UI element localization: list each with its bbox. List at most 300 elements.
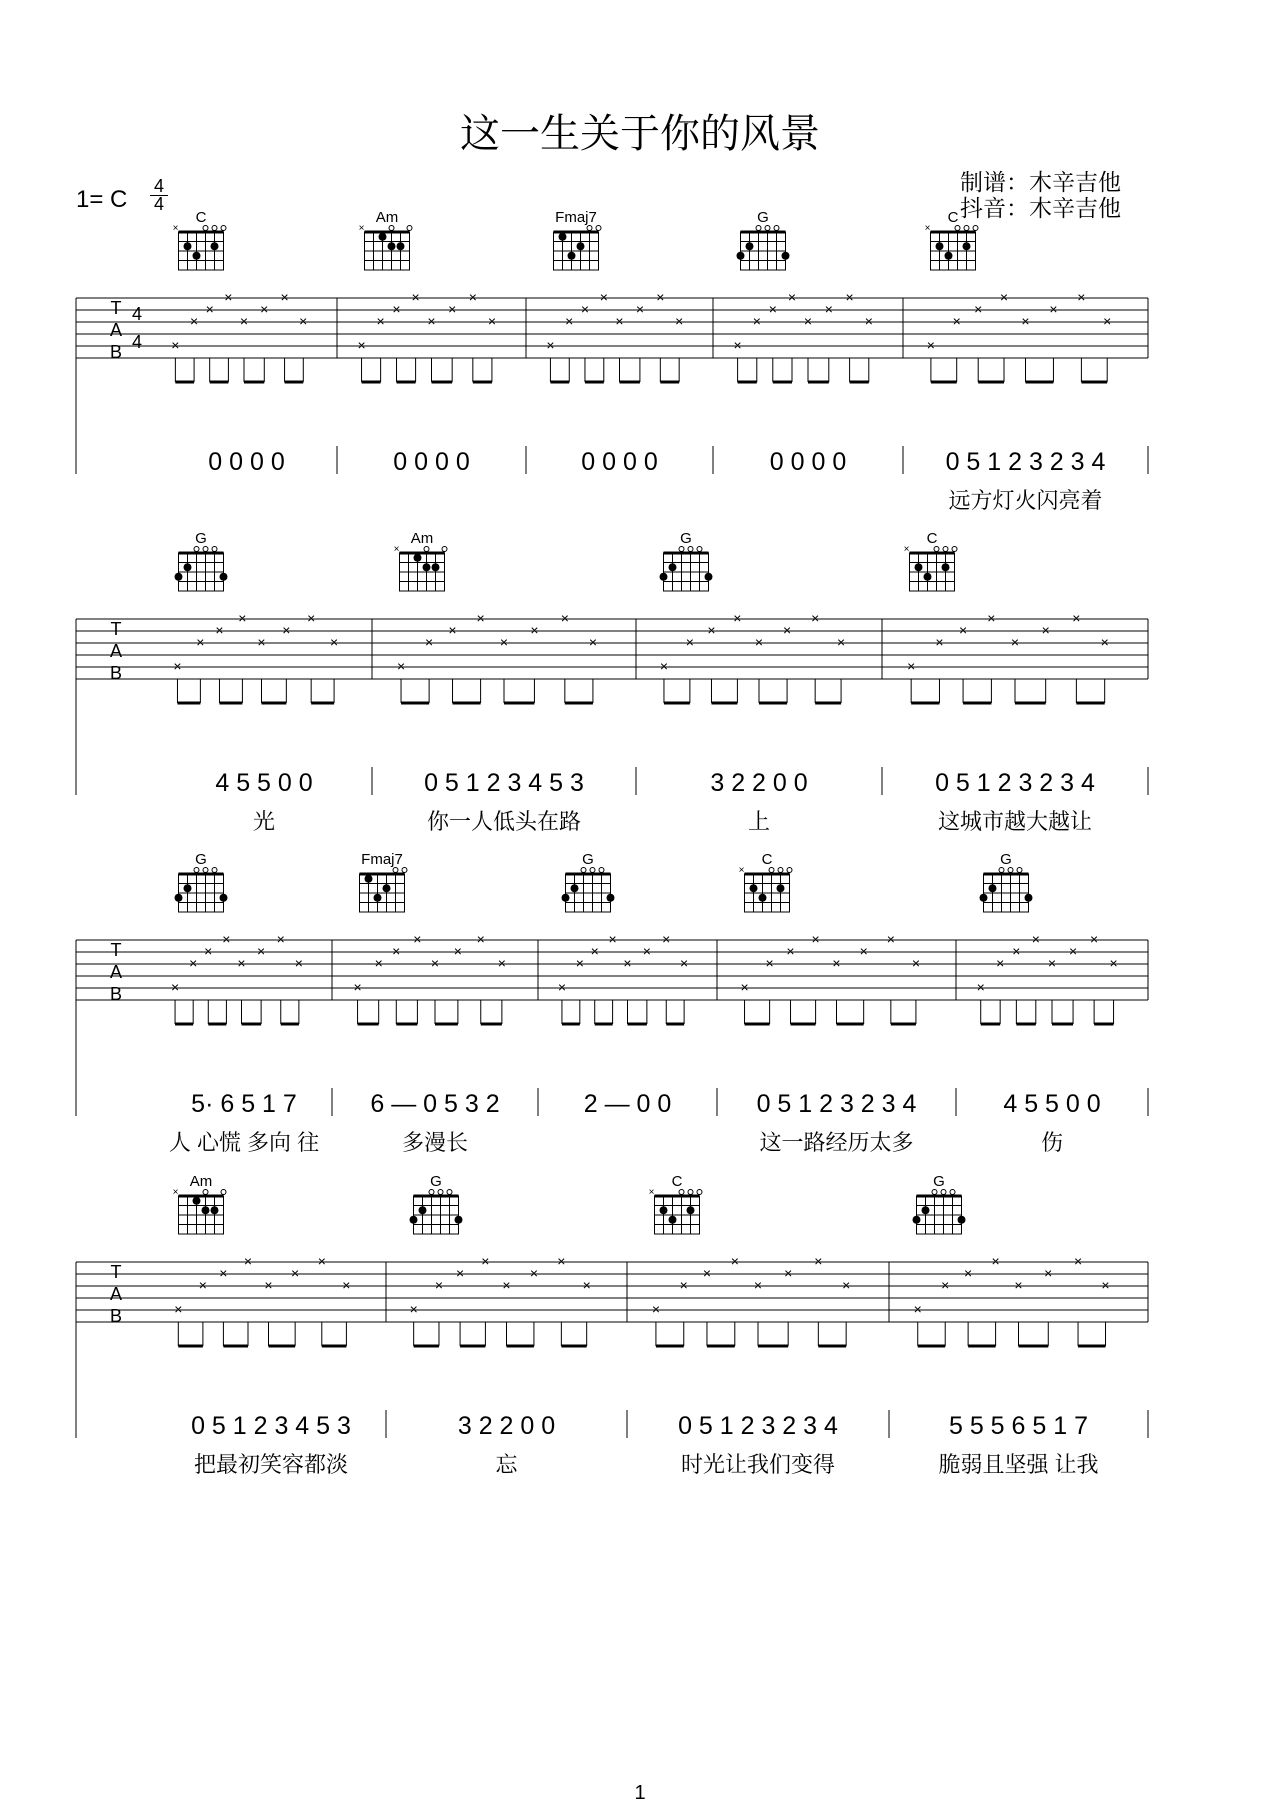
chord-diagram (739, 851, 792, 912)
tab-mark: × (1109, 955, 1118, 971)
tab-clef-letter: B (109, 663, 123, 683)
tab-mark: × (476, 610, 485, 626)
chord-dot (559, 233, 567, 241)
tab-mark: × (1072, 610, 1081, 626)
mute-mark: × (648, 1187, 655, 1198)
tab-mark: × (1073, 1253, 1083, 1269)
chord-name: Fmaj7 (361, 851, 403, 868)
tab-mark: × (753, 1277, 763, 1293)
tab-mark: × (642, 943, 651, 959)
tab-mark: × (1068, 943, 1078, 959)
open-string-mark (447, 1190, 452, 1195)
chord-dot (669, 563, 677, 571)
lyrics: 把最初笑容都淡 (193, 1452, 349, 1477)
tab-mark: × (974, 301, 983, 317)
chord-dot (383, 884, 391, 892)
chord-dot (936, 242, 944, 250)
tab-mark: × (999, 289, 1009, 305)
tab-mark: × (425, 634, 434, 650)
tab-mark: × (468, 289, 477, 305)
open-string-mark (955, 226, 960, 231)
chord-dot (759, 894, 767, 902)
chord-dot (660, 573, 668, 581)
tab-mark: × (1041, 622, 1050, 638)
tab-mark: × (430, 955, 440, 971)
tab-mark: × (530, 622, 539, 638)
tab-mark: × (427, 313, 436, 329)
tab-mark: × (1044, 1265, 1053, 1281)
numbered-notation: 0 5 1 2 3 4 5 3 (191, 1412, 351, 1440)
chord-dot (184, 884, 192, 892)
chord-name: G (195, 530, 207, 547)
tab-mark: × (376, 313, 385, 329)
chord-dot (687, 1206, 695, 1214)
tab-mark: × (189, 313, 199, 329)
tab-clef-letter: A (109, 1284, 123, 1304)
chord-dot (607, 894, 615, 902)
tab-clef-letter: T (110, 1262, 122, 1282)
chord-dot (202, 1206, 210, 1214)
chord-diagram (175, 530, 228, 591)
chord-dot (379, 233, 387, 241)
tab-mark: × (590, 943, 599, 959)
tab-mark: × (656, 289, 665, 305)
open-string-mark (999, 868, 1004, 873)
page-number: 1 (634, 1782, 646, 1804)
tab-mark: × (1012, 943, 1021, 959)
tab-mark: × (357, 337, 366, 353)
chord-dot (577, 242, 585, 250)
chord-name: C (947, 209, 959, 226)
tab-mark: × (307, 610, 316, 626)
tab-mark: × (392, 301, 401, 317)
tab-mark: × (529, 1265, 539, 1281)
tab-mark: × (196, 634, 205, 650)
chord-diagram (175, 851, 228, 912)
chord-dot (562, 894, 570, 902)
open-string-mark (679, 1190, 684, 1195)
tab-mark: × (546, 337, 555, 353)
open-string-mark (941, 1190, 946, 1195)
chord-dot (365, 875, 373, 883)
tab-mark: × (205, 301, 214, 317)
tab-mark: × (1047, 955, 1057, 971)
open-string-mark (194, 547, 199, 552)
tab-mark: × (317, 1253, 326, 1269)
tab-mark: × (864, 313, 873, 329)
chord-dot (211, 242, 219, 250)
open-string-mark (765, 226, 770, 231)
tab-mark: × (198, 1277, 207, 1293)
lyrics: 光 (252, 809, 276, 834)
tab-mark: × (560, 610, 569, 626)
tab-mark: × (224, 289, 233, 305)
chord-diagram (554, 209, 602, 270)
chord-diagram (660, 530, 713, 591)
tab-mark: × (707, 622, 716, 638)
mute-mark: × (172, 1187, 179, 1198)
chord-dot (746, 242, 754, 250)
tab-mark: × (752, 313, 761, 329)
tab-mark: × (996, 955, 1005, 971)
tab-clef-letter: T (110, 298, 122, 318)
chord-dot (958, 1216, 966, 1224)
chord-dot (175, 894, 183, 902)
tab-mark: × (257, 634, 266, 650)
open-string-mark (212, 868, 217, 873)
tab-mark: × (411, 289, 420, 305)
open-string-mark (402, 868, 407, 873)
tab-mark: × (497, 955, 506, 971)
chord-dot (410, 1216, 418, 1224)
tab-mark: × (803, 313, 813, 329)
tab-mark: × (280, 289, 289, 305)
tab-mark: × (952, 313, 961, 329)
tab-mark: × (836, 634, 846, 650)
tab-mark: × (1090, 931, 1099, 947)
tab-mark: × (811, 610, 820, 626)
tab-mark: × (935, 634, 944, 650)
tab-mark: × (958, 622, 968, 638)
meter-bottom: 4 (153, 194, 164, 214)
tab-mark: × (260, 301, 269, 317)
tab-mark: × (189, 955, 198, 971)
chord-dot (915, 563, 923, 571)
chord-diagram (173, 209, 226, 270)
chord-dot (388, 242, 396, 250)
tab-mark: × (409, 1301, 418, 1317)
numbered-notation: 0 0 0 0 (769, 448, 847, 476)
chord-name: C (195, 209, 207, 226)
chord-diagram (980, 851, 1033, 912)
open-string-mark (774, 226, 779, 231)
tab-clef-letter: A (109, 962, 123, 982)
open-string-mark (596, 226, 601, 231)
tab-mark: × (215, 622, 224, 638)
tab-mark: × (238, 610, 247, 626)
tab-clef-letter: B (109, 1306, 123, 1326)
tab-mark: × (448, 301, 457, 317)
tab-mark: × (680, 955, 689, 971)
open-string-mark (407, 226, 412, 231)
tab-mark: × (740, 979, 749, 995)
open-string-mark (194, 868, 199, 873)
tab-mark: × (1101, 1277, 1110, 1293)
tab-clef-letter: T (110, 619, 122, 639)
chord-name: G (1000, 851, 1012, 868)
tab-mark: × (396, 658, 406, 674)
chord-name: G (195, 851, 207, 868)
chord-dot (397, 242, 405, 250)
chord-dot (705, 573, 713, 581)
open-string-mark (756, 226, 761, 231)
numbered-notation: 0 5 1 2 3 2 3 4 (935, 769, 1095, 797)
tab-mark: × (987, 610, 996, 626)
numbered-notation: 3 2 2 0 0 (457, 1412, 556, 1440)
chord-dot (913, 1216, 921, 1224)
lyrics: 这城市越大越让 (937, 809, 1093, 834)
lyrics: 远方灯火闪亮着 (948, 488, 1103, 513)
tab-mark: × (1049, 301, 1058, 317)
chord-diagram (360, 851, 408, 912)
tab-mark: × (557, 1253, 566, 1269)
tab-mark: × (615, 313, 624, 329)
tab-mark: × (264, 1277, 273, 1293)
tab-mark: × (1100, 634, 1109, 650)
tab-mark: × (599, 289, 608, 305)
tab-mark: × (911, 955, 921, 971)
tab-clef-letter: T (110, 940, 122, 960)
tab-mark: × (635, 301, 645, 317)
tab-mark: × (782, 622, 792, 638)
numbered-notation: 0 0 0 0 (208, 448, 285, 476)
chord-dot (571, 884, 579, 892)
open-string-mark (389, 226, 394, 231)
tab-mark: × (174, 1301, 183, 1317)
tab-mark: × (1103, 313, 1112, 329)
mute-mark: × (903, 544, 910, 555)
lyrics: 脆弱且坚强 让我 (938, 1452, 1099, 1477)
tab-mark: × (907, 658, 916, 674)
tab-mark: × (219, 1265, 228, 1281)
tab-mark: × (1021, 313, 1030, 329)
numbered-notation: 2 — 0 0 (583, 1090, 672, 1118)
lyrics: 人 心慌 多向 往 (168, 1130, 320, 1155)
tab-mark: × (413, 931, 422, 947)
open-string-mark (442, 547, 447, 552)
chord-dot (211, 1206, 219, 1214)
lyrics: 多漫长 (401, 1130, 469, 1155)
credit-douyin: 抖音：木辛吉他 (960, 196, 1121, 222)
tab-mark: × (580, 301, 590, 317)
tab-meter-top: 4 (131, 304, 143, 324)
tab-mark: × (476, 931, 485, 947)
tab-mark: × (282, 622, 291, 638)
chord-dot (1025, 894, 1033, 902)
lyrics: 伤 (1040, 1130, 1064, 1155)
meter-top: 4 (150, 178, 168, 196)
tab-clef-letter: A (109, 320, 123, 340)
tab-mark: × (342, 1277, 351, 1293)
tab-mark: × (786, 943, 795, 959)
tab-mark: × (662, 931, 671, 947)
chord-dot (980, 894, 988, 902)
tab-meter-bottom: 4 (131, 332, 143, 352)
tab-mark: × (768, 301, 777, 317)
tab-mark: × (294, 955, 303, 971)
tab-mark: × (832, 955, 841, 971)
tab-mark: × (575, 955, 584, 971)
chord-dot (777, 884, 785, 892)
mute-mark: × (393, 544, 400, 555)
chord-diagram (904, 530, 957, 591)
tab-mark: × (964, 1265, 973, 1281)
chord-name: Am (189, 1173, 213, 1190)
tab-mark: × (299, 313, 308, 329)
chord-dot (175, 573, 183, 581)
chord-diagram (649, 1173, 702, 1234)
tab-mark: × (842, 1277, 851, 1293)
chord-dot (193, 1197, 201, 1205)
mute-mark: × (172, 223, 179, 234)
chord-name: Fmaj7 (555, 209, 597, 226)
open-string-mark (203, 547, 208, 552)
tab-mark: × (204, 943, 213, 959)
tab-mark: × (1077, 289, 1086, 305)
chord-diagram (925, 209, 978, 270)
open-string-mark (934, 547, 939, 552)
tab-mark: × (481, 1253, 490, 1269)
tab-mark: × (392, 943, 401, 959)
tab-mark: × (588, 634, 598, 650)
numbered-notation: 0 5 1 2 3 4 5 3 (424, 769, 584, 797)
chord-dot (669, 1216, 677, 1224)
numbered-notation: 0 5 1 2 3 2 3 4 (945, 448, 1106, 476)
chord-name: C (761, 851, 773, 868)
tab-mark: × (787, 289, 797, 305)
chord-dot (220, 894, 228, 902)
open-string-mark (221, 226, 226, 231)
tab-mark: × (811, 931, 820, 947)
tab-mark: × (941, 1277, 950, 1293)
open-string-mark (950, 1190, 955, 1195)
chord-dot (660, 1206, 668, 1214)
numbered-notation: 4 5 5 0 0 (215, 769, 313, 797)
mute-mark: × (738, 865, 745, 876)
numbered-notation: 5· 6 5 1 7 (191, 1090, 297, 1118)
lyrics: 上 (747, 809, 771, 834)
numbered-notation: 0 0 0 0 (581, 448, 658, 476)
chord-dot (220, 573, 228, 581)
tab-mark: × (565, 313, 574, 329)
open-string-mark (599, 868, 604, 873)
chord-dot (989, 884, 997, 892)
open-string-mark (1008, 868, 1013, 873)
chord-name: Am (410, 530, 434, 547)
numbered-notation: 6 — 0 5 3 2 (370, 1090, 500, 1118)
chord-dot (750, 884, 758, 892)
credit-arranger: 制谱：木辛吉他 (960, 170, 1121, 196)
chord-dot (922, 1206, 930, 1214)
chord-dot (414, 554, 422, 562)
open-string-mark (393, 868, 398, 873)
open-string-mark (697, 547, 702, 552)
open-string-mark (769, 868, 774, 873)
tab-clef-letter: B (109, 342, 123, 362)
numbered-notation: 0 5 1 2 3 2 3 4 (756, 1090, 917, 1118)
chord-name: Am (375, 209, 399, 226)
chord-name: G (582, 851, 594, 868)
chord-name: C (926, 530, 938, 547)
tab-mark: × (824, 301, 833, 317)
chord-dot (924, 573, 932, 581)
open-string-mark (973, 226, 978, 231)
tab-mark: × (257, 943, 266, 959)
tab-mark: × (353, 979, 362, 995)
tab-mark: × (453, 943, 462, 959)
tab-mark: × (675, 313, 684, 329)
open-string-mark (778, 868, 783, 873)
tab-mark: × (173, 658, 182, 674)
chord-dot (374, 894, 382, 902)
chord-dot (184, 563, 192, 571)
tab-mark: × (1031, 931, 1040, 947)
tab-mark: × (733, 337, 742, 353)
tab-mark: × (487, 313, 497, 329)
open-string-mark (429, 1190, 434, 1195)
chord-dot (193, 252, 201, 260)
chord-dot (942, 563, 950, 571)
open-string-mark (424, 547, 429, 552)
lyrics: 时光让我们变得 (680, 1452, 836, 1477)
tab-mark: × (991, 1253, 1000, 1269)
tab-mark: × (170, 979, 180, 995)
chord-diagram (173, 1173, 226, 1234)
mute-mark: × (924, 223, 931, 234)
chord-name: C (671, 1173, 683, 1190)
open-string-mark (688, 1190, 693, 1195)
chord-name: G (430, 1173, 442, 1190)
tab-mark: × (276, 931, 285, 947)
chord-dot (423, 563, 431, 571)
chord-dot (432, 563, 440, 571)
tab-mark: × (886, 931, 895, 947)
open-string-mark (679, 547, 684, 552)
tab-mark: × (239, 313, 249, 329)
lyrics: 你一人低头在路 (426, 809, 582, 834)
numbered-notation: 0 0 0 0 (393, 448, 470, 476)
tab-mark: × (976, 979, 985, 995)
tab-mark: × (623, 955, 632, 971)
tab-mark: × (557, 979, 567, 995)
tab-mark: × (329, 634, 339, 650)
open-string-mark (587, 226, 592, 231)
tab-mark: × (434, 1277, 444, 1293)
open-string-mark (212, 226, 217, 231)
song-title: 这一生关于你的风景 (460, 111, 820, 157)
tab-mark: × (1010, 634, 1020, 650)
key-signature: 1= C (76, 186, 128, 213)
tab-mark: × (814, 1253, 823, 1269)
tab-mark: × (237, 955, 246, 971)
chord-name: G (680, 530, 692, 547)
tab-mark: × (608, 931, 617, 947)
tab-mark: × (651, 1301, 661, 1317)
open-string-mark (964, 226, 969, 231)
chord-dot (455, 1216, 463, 1224)
tab-mark: × (1014, 1277, 1023, 1293)
tab-mark: × (455, 1265, 465, 1281)
chord-dot (945, 252, 953, 260)
lyrics: 这一路经历太多 (759, 1130, 914, 1155)
chord-name: G (933, 1173, 945, 1190)
open-string-mark (688, 547, 693, 552)
chord-diagram (913, 1173, 966, 1234)
chord-diagram (394, 530, 447, 591)
tab-mark: × (733, 610, 742, 626)
tab-mark: × (765, 955, 774, 971)
open-string-mark (590, 868, 595, 873)
open-string-mark (203, 226, 208, 231)
lyrics: 忘 (495, 1452, 518, 1477)
chord-dot (568, 252, 576, 260)
tab-mark: × (926, 337, 935, 353)
tab-mark: × (845, 289, 854, 305)
tab-mark: × (784, 1265, 793, 1281)
tab-mark: × (222, 931, 231, 947)
chord-name: G (757, 209, 769, 226)
open-string-mark (203, 868, 208, 873)
